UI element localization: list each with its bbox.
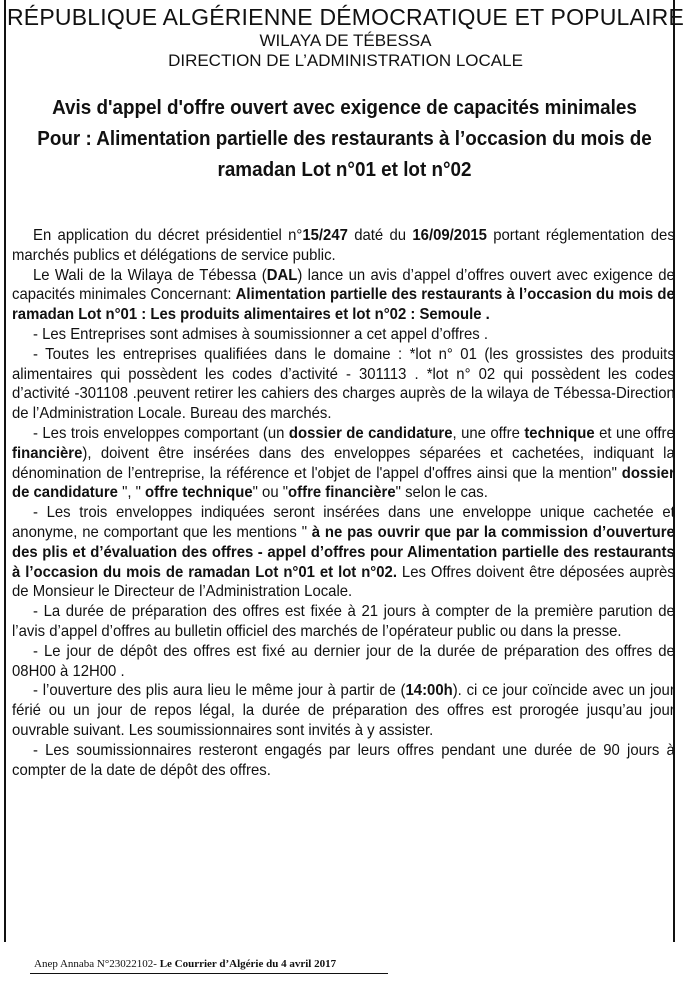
title-line-1: Avis d'appel d'offre ouvert avec exigence de capacités minimales [52, 96, 637, 119]
footer-rule [30, 973, 388, 974]
paragraph-announcement: Le Wali de la Wilaya de Tébessa (DAL) lance un avis d’appel d’offres ouvert avec exigence de capacités minimales Concernant: Alimentation partielle des restaurants à l’occasion du mois de ramadan Lot n°01 : Les produits alimentaires et lot n°02 : Semoule . [12, 266, 675, 324]
header [0, 4, 691, 71]
paragraph-envelopes: - Les trois enveloppes comportant (un dossier de candidature, une offre technique et une offre financière), doivent être insérées dans des enveloppes séparées et cachetées, indiquant la dénomination de l’entreprise, la référence et l'objet de l'appel d'offres ainsi que la mention" dossier de candidature ", " offre technique" ou "offre financière" selon le cas. [12, 424, 675, 502]
title-line-2: Pour : Alimentation partielle des restaurants à l’occasion du mois de ramadan Lot n°01 et lot n°02 [37, 127, 652, 181]
notice-body [12, 226, 675, 780]
paragraph-deposit-day: - Le jour de dépôt des offres est fixé au dernier jour de la durée de préparation des offres de 08H00 à 12H00 . [12, 642, 675, 680]
footer-ref: Anep Annaba N°23022102- [34, 958, 160, 970]
wilaya-title: WILAYA DE TÉBESSA [259, 31, 432, 50]
paragraph-qualified: - Toutes les entreprises qualifiées dans le domaine : *lot n° 01 (les grossistes des produits alimentaires qui possèdent les codes d’activité - 301113 . *lot n° 02 qui possèdent les codes d’activité -301108 .peuvent retirer les cahiers des charges auprès de la wilaya de Tébessa-Direction de l’Administration Locale. Bureau des marchés. [12, 345, 675, 423]
paragraph-sealed-envelope: - Les trois enveloppes indiquées seront insérées dans une enveloppe unique cachetée et anonyme, ne comportant que les mentions " à ne pas ouvrir que par la commission d’ouverture des plis et d’évaluation des offres - appel d’offres pour Alimentation partielle des restaurants à l’occasion du mois de ramadan Lot n°01 et lot n°02. Les Offres doivent être déposées auprès de Monsieur le Directeur de l’Administration Locale. [12, 504, 675, 601]
notice-title [37, 92, 652, 185]
footer-source: Le Courrier d’Algérie du 4 avril 2017 [159, 958, 337, 970]
paragraph-decree: En application du décret présidentiel n°15/247 daté du 16/09/2015 portant réglementation des marchés publics et délégations de service public. [12, 227, 675, 264]
paragraph-duration: - La durée de préparation des offres est fixée à 21 jours à compter de la première parution de l’avis d’appel d’offres au bulletin officiel des marchés de l’opérateur public ou dans la presse. [12, 603, 675, 640]
footer-credit [34, 958, 336, 970]
paragraph-opening: - l’ouverture des plis aura lieu le même jour à partir de (14:00h). ci ce jour coïncide avec un jour férié ou un jour de repos légal, la durée de préparation des offres est prorogée jusqu’au jour ouvrable suivant. Les soumissionnaires sont invités à y assister. [12, 682, 675, 739]
country-title: RÉPUBLIQUE ALGÉRIENNE DÉMOCRATIQUE ET POPULAIRE [7, 4, 684, 30]
paragraph-admission: - Les Entreprises sont admises à soumissionner a cet appel d’offres . [33, 325, 489, 343]
paragraph-engagement: - Les soumissionnaires resteront engagés par leurs offres pendant une durée de 90 jours à compter de la date de dépôt des offres. [12, 741, 675, 779]
direction-title: DIRECTION DE L’ADMINISTRATION LOCALE [168, 51, 523, 70]
